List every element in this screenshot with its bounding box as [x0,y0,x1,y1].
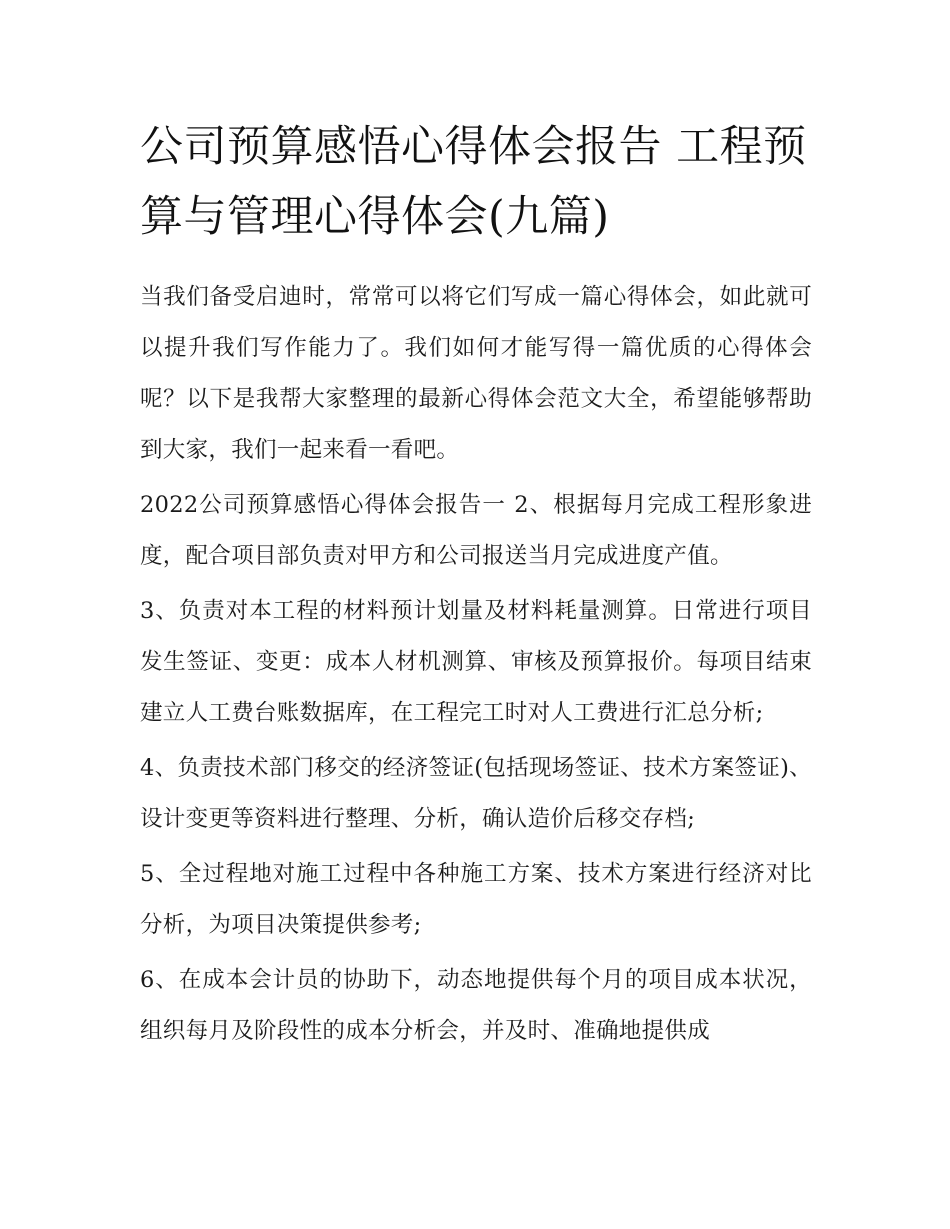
paragraph-item-6: 6、在成本会计员的协助下，动态地提供每个月的项目成本状况，组织每月及阶段性的成本分析会，并及时、准确地提供成 [140,967,812,1044]
paragraph-item-4: 4、负责技术部门移交的经济签证(包括现场签证、技术方案签证)、设计变更等资料进行整理、分析，确认造价后移交存档; [140,755,812,832]
paragraph-item-2: 2022公司预算感悟心得体会报告一 2、根据每月完成工程形象进度，配合项目部负责对甲方和公司报送当月完成进度产值。 [140,492,812,569]
paragraph-item-3: 3、负责对本工程的材料预计划量及材料耗量测算。日常进行项目发生签证、变更：成本人材机测算、审核及预算报价。每项目结束建立人工费台账数据库，在工程完工时对人工费进行汇总分析; [140,598,812,726]
document-title: 公司预算感悟心得体会报告 工程预算与管理心得体会(九篇) [140,122,807,242]
paragraph-intro: 当我们备受启迪时，常常可以将它们写成一篇心得体会，如此就可以提升我们写作能力了。我们如何才能写得一篇优质的心得体会呢？以下是我帮大家整理的最新心得体会范文大全，希望能够帮助到大家，我们一起来看一看吧。 [140,284,812,463]
document-body [140,272,812,1057]
document-content [140,112,812,1061]
paragraph-item-5: 5、全过程地对施工过程中各种施工方案、技术方案进行经济对比分析，为项目决策提供参考; [140,861,812,938]
